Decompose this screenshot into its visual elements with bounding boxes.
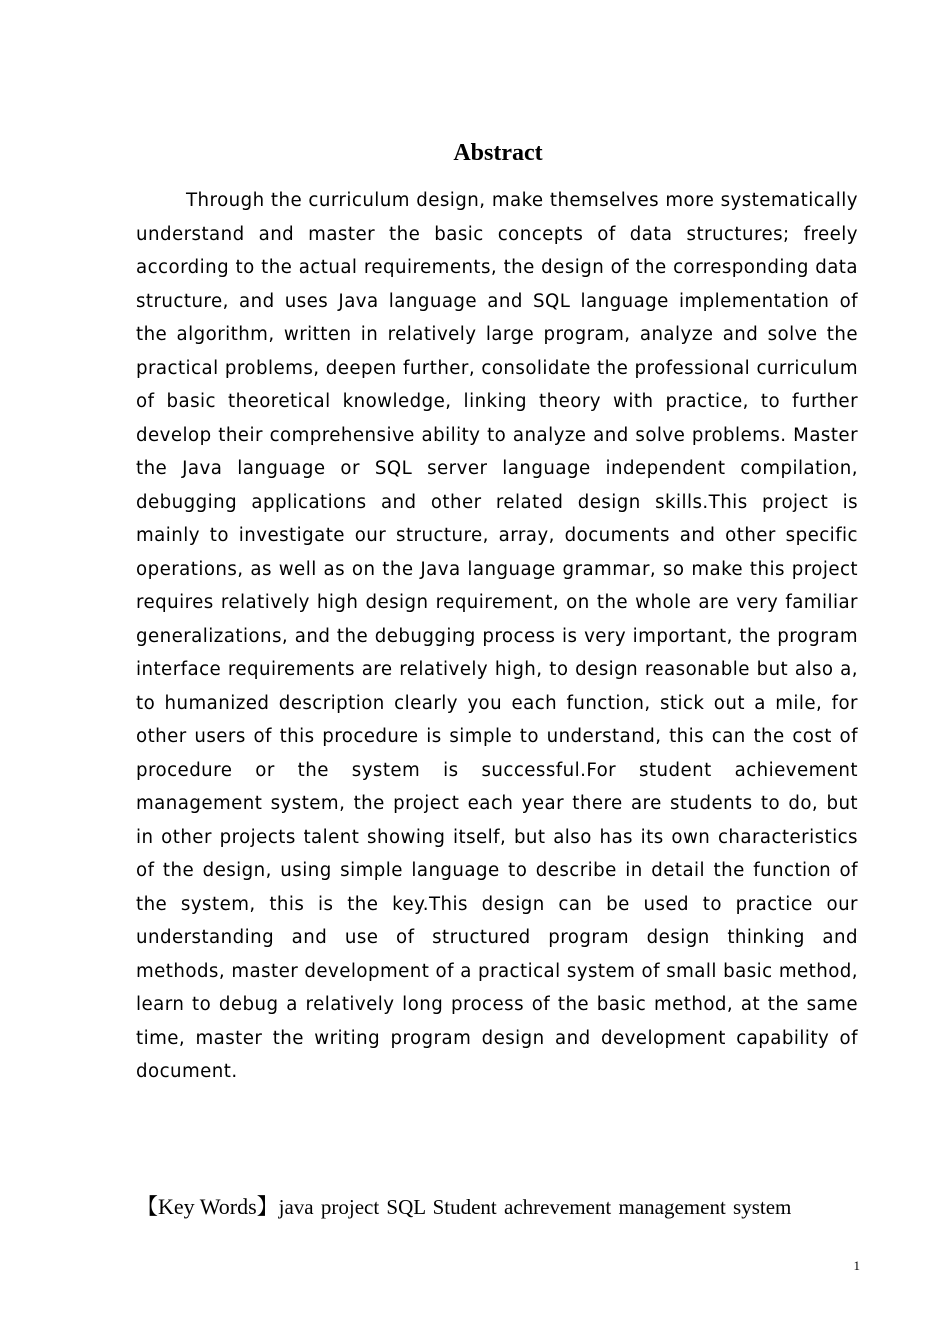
keywords-values: java project SQL Student achrevement management system [278,1195,792,1219]
abstract-title: Abstract [453,140,543,166]
keywords-label: 【Key Words】 [136,1194,279,1219]
abstract-body: Through the curriculum design, make themselves more systematically understand and master the basic concepts of data structures; freely according to the actual requirements, the design of the corresponding data structure, and uses Java language and SQL language implementation of the algorithm, written in relatively large program, analyze and solve the practical problems, deepen further, consolidate the professional curriculum of basic theoretical knowledge, linking theory with practice, to further develop their comprehensive ability to analyze and solve problems. Master the Java language or SQL server language independent compilation, debugging applications and other related design skills.This project is mainly to investigate our structure, array, documents and other specific operations, as well as on the Java language grammar, so make this project requires relatively high design requirement, on the whole are very familiar generalizations, and the debugging process is very important, the program interface requirements are relatively high, to design reasonable but also a, to humanized description clearly you each function, stick out a mile, for other users of this procedure is simple to understand, this can the cost of procedure or the system is successful.For student achievement management system, the project each year there are students to do, but in other projects talent showing itself, but also has its own characteristics of the design, using simple language to describe in detail the function of the system, this is the key.This design can be used to practice our understanding and use of structured program design thinking and methods, master development of a practical system of small basic method, learn to debug a relatively long process of the basic method, at the same time, master the writing program design and development capability of document. [136,190,859,1082]
keywords-line [136,1190,896,1221]
page-number: 1 [853,1258,860,1273]
